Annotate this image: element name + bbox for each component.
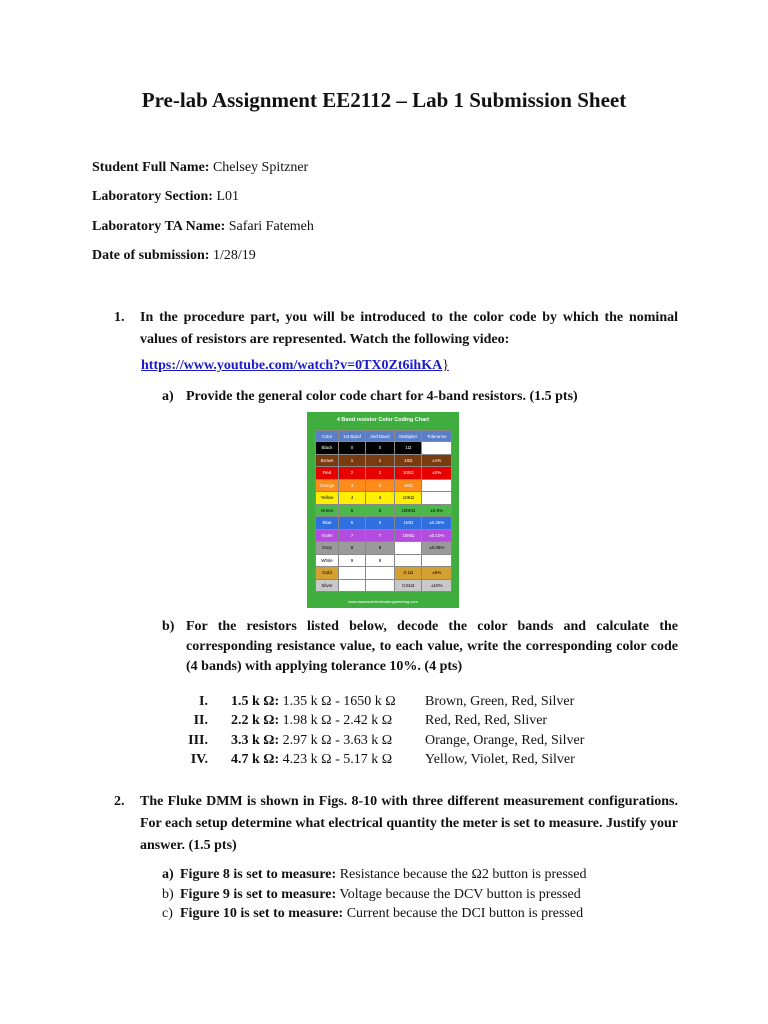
- chart-cell-band2: 0: [365, 442, 394, 455]
- submission-date-line: [92, 248, 256, 264]
- chart-header-tolerance: Tolerance: [422, 431, 452, 442]
- lab-section-value: L01: [212, 189, 239, 204]
- lab-section-line: [92, 189, 239, 205]
- resistor-3-roman: III.: [188, 733, 208, 748]
- chart-cell-color-name: Green: [316, 504, 339, 517]
- resistor-4-range: [231, 752, 392, 768]
- chart-header-row: [316, 431, 452, 442]
- chart-cell-multiplier: 100KΩ: [395, 504, 422, 517]
- question-2-number: 2.: [114, 794, 125, 809]
- chart-cell-color-name: White: [316, 554, 339, 567]
- resistor-1-code: Brown, Green, Red, Silver: [425, 694, 575, 709]
- chart-header-band1: 1st Band: [339, 431, 366, 442]
- chart-cell-tolerance: ±2%: [422, 467, 452, 480]
- chart-cell-band2: 4: [365, 492, 394, 505]
- question-1-text: In the procedure part, you will be introduced to the color code by which the nominal values of resistors are represented. Watch the following video:: [140, 310, 678, 347]
- chart-cell-multiplier: [395, 542, 422, 555]
- chart-cell-band1: 2: [339, 467, 366, 480]
- chart-cell-color-name: Silver: [316, 579, 339, 592]
- chart-cell-tolerance: ±1%: [422, 454, 452, 467]
- chart-cell-band1: [339, 579, 366, 592]
- chart-cell-band1: 5: [339, 504, 366, 517]
- chart-cell-band1: 6: [339, 517, 366, 530]
- chart-cell-color-name: Orange: [316, 479, 339, 492]
- chart-cell-color-name: Violet: [316, 529, 339, 542]
- chart-row-silver: [316, 579, 452, 592]
- chart-footer: www.basicsofelectricalengineering.com: [348, 599, 418, 604]
- chart-cell-tolerance: ±0.5%: [422, 504, 452, 517]
- chart-cell-multiplier: 10Ω: [395, 454, 422, 467]
- chart-cell-band2: 2: [365, 467, 394, 480]
- chart-cell-tolerance: ±5%: [422, 567, 452, 580]
- chart-row-red: [316, 467, 452, 480]
- submission-date-label: Date of submission:: [92, 248, 210, 263]
- chart-cell-band1: 4: [339, 492, 366, 505]
- resistor-3-value: 3.3 k Ω:: [231, 733, 280, 748]
- question-2-text: The Fluke DMM is shown in Figs. 8-10 with three different measurement configurations. For each setup determine what electrical quantity the meter is set to measure. Justify your answer. (1.5 pts): [140, 794, 678, 853]
- chart-row-brown: [316, 454, 452, 467]
- chart-cell-multiplier: 10MΩ: [395, 529, 422, 542]
- chart-cell-tolerance: ±0.05%: [422, 542, 452, 555]
- chart-cell-band1: 8: [339, 542, 366, 555]
- chart-cell-color-name: Brown: [316, 454, 339, 467]
- resistor-2-range-text: 1.98 k Ω - 2.42 k Ω: [279, 713, 393, 728]
- chart-cell-multiplier: 0.1Ω: [395, 567, 422, 580]
- q1a-text: Provide the general color code chart for 4-band resistors. (1.5 pts): [186, 389, 578, 404]
- q2b-text: Voltage because the DCV button is pressed: [336, 887, 581, 902]
- q2c-letter: c): [162, 906, 173, 921]
- q2a-text: Resistance because the Ω2 button is pressed: [336, 867, 587, 882]
- resistor-1-roman: I.: [199, 694, 208, 709]
- chart-cell-tolerance: ±10%: [422, 579, 452, 592]
- chart-cell-band2: [365, 567, 394, 580]
- chart-cell-color-name: Gold: [316, 567, 339, 580]
- resistor-4-value: 4.7 k Ω:: [231, 752, 280, 767]
- q2a-answer: [180, 867, 586, 883]
- resistor-3-range-text: 2.97 k Ω - 3.63 k Ω: [279, 733, 393, 748]
- chart-cell-tolerance: ±0.10%: [422, 529, 452, 542]
- chart-cell-color-name: Red: [316, 467, 339, 480]
- q2a-letter: a): [162, 867, 174, 882]
- resistor-1-range-text: 1.35 k Ω - 1650 k Ω: [279, 694, 396, 709]
- chart-cell-tolerance: [422, 554, 452, 567]
- resistor-1-range: [231, 694, 396, 710]
- resistor-color-chart: [307, 412, 459, 608]
- chart-body: [316, 442, 452, 592]
- chart-cell-multiplier: [395, 554, 422, 567]
- ta-name-value: Safari Fatemeh: [225, 219, 314, 234]
- chart-row-orange: [316, 479, 452, 492]
- link-suffix: }: [442, 358, 449, 373]
- resistor-3-range: [231, 733, 392, 749]
- student-name-value: Chelsey Spitzner: [209, 160, 309, 175]
- chart-cell-multiplier: 10KΩ: [395, 492, 422, 505]
- chart-cell-band1: 0: [339, 442, 366, 455]
- q2b-label: Figure 9 is set to measure:: [180, 887, 337, 902]
- student-name-line: [92, 160, 308, 176]
- q2c-label: Figure 10 is set to measure:: [180, 906, 344, 921]
- resistor-2-value: 2.2 k Ω:: [231, 713, 280, 728]
- chart-cell-color-name: Black: [316, 442, 339, 455]
- chart-cell-band2: 6: [365, 517, 394, 530]
- chart-cell-multiplier: 1Ω: [395, 442, 422, 455]
- lab-section-label: Laboratory Section:: [92, 189, 213, 204]
- color-code-table: [315, 430, 452, 592]
- chart-cell-tolerance: [422, 492, 452, 505]
- chart-cell-band1: 7: [339, 529, 366, 542]
- chart-cell-tolerance: [422, 479, 452, 492]
- chart-cell-band2: 8: [365, 542, 394, 555]
- chart-header-color: Color: [316, 431, 339, 442]
- resistor-4-roman: IV.: [190, 752, 208, 767]
- chart-row-violet: [316, 529, 452, 542]
- chart-cell-multiplier: 1KΩ: [395, 479, 422, 492]
- resistor-2-roman: II.: [193, 713, 208, 728]
- chart-cell-color-name: Yellow: [316, 492, 339, 505]
- chart-cell-band2: 9: [365, 554, 394, 567]
- chart-cell-band2: 3: [365, 479, 394, 492]
- q1b-letter: b): [162, 619, 175, 634]
- chart-header-band2: 2nd Band: [365, 431, 394, 442]
- q1a-letter: a): [162, 389, 174, 404]
- chart-title: 4 Band resistor Color Coding Chart: [336, 417, 430, 423]
- chart-cell-band1: 1: [339, 454, 366, 467]
- resistor-4-range-text: 4.23 k Ω - 5.17 k Ω: [279, 752, 393, 767]
- ta-name-label: Laboratory TA Name:: [92, 219, 226, 234]
- chart-cell-color-name: Blue: [316, 517, 339, 530]
- q2b-answer: [180, 887, 581, 903]
- chart-header-multiplier: Multiplier: [395, 431, 422, 442]
- chart-cell-band1: 3: [339, 479, 366, 492]
- page-title: Pre-lab Assignment EE2112 – Lab 1 Submission Sheet: [141, 88, 627, 112]
- video-link[interactable]: https://www.youtube.com/watch?v=0TX0Zt6ihKA: [141, 358, 443, 373]
- submission-date-value: 1/28/19: [209, 248, 256, 263]
- q2a-label: Figure 8 is set to measure:: [180, 867, 337, 882]
- resistor-3-code: Orange, Orange, Red, Silver: [425, 733, 585, 748]
- chart-cell-multiplier: 0.01Ω: [395, 579, 422, 592]
- chart-cell-band2: [365, 579, 394, 592]
- chart-row-white: [316, 554, 452, 567]
- resistor-2-range: [231, 713, 392, 729]
- q2b-letter: b): [162, 887, 174, 902]
- chart-cell-band2: 5: [365, 504, 394, 517]
- chart-row-yellow: [316, 492, 452, 505]
- question-1-number: 1.: [114, 310, 125, 325]
- chart-cell-band1: 9: [339, 554, 366, 567]
- chart-row-blue: [316, 517, 452, 530]
- chart-row-green: [316, 504, 452, 517]
- chart-row-black: [316, 442, 452, 455]
- student-name-label: Student Full Name:: [92, 160, 210, 175]
- chart-cell-band1: [339, 567, 366, 580]
- resistor-4-code: Yellow, Violet, Red, Silver: [425, 752, 575, 767]
- q2c-answer: [180, 906, 583, 922]
- chart-row-grey: [316, 542, 452, 555]
- chart-cell-color-name: Grey: [316, 542, 339, 555]
- video-link-line: [141, 358, 449, 374]
- q1b-text: For the resistors listed below, decode the color bands and calculate the corresponding resistance value, to each value, write the corresponding color code (4 bands) with applying tolerance 10%. (4 pts): [186, 619, 678, 674]
- ta-name-line: [92, 219, 314, 235]
- q2c-text: Current because the DCI button is pressed: [343, 906, 584, 921]
- chart-cell-multiplier: 1MΩ: [395, 517, 422, 530]
- chart-cell-multiplier: 100Ω: [395, 467, 422, 480]
- chart-row-gold: [316, 567, 452, 580]
- chart-cell-tolerance: [422, 442, 452, 455]
- chart-cell-band2: 7: [365, 529, 394, 542]
- resistor-1-value: 1.5 k Ω:: [231, 694, 280, 709]
- resistor-2-code: Red, Red, Red, Sliver: [425, 713, 548, 728]
- chart-cell-band2: 1: [365, 454, 394, 467]
- chart-cell-tolerance: ±0.25%: [422, 517, 452, 530]
